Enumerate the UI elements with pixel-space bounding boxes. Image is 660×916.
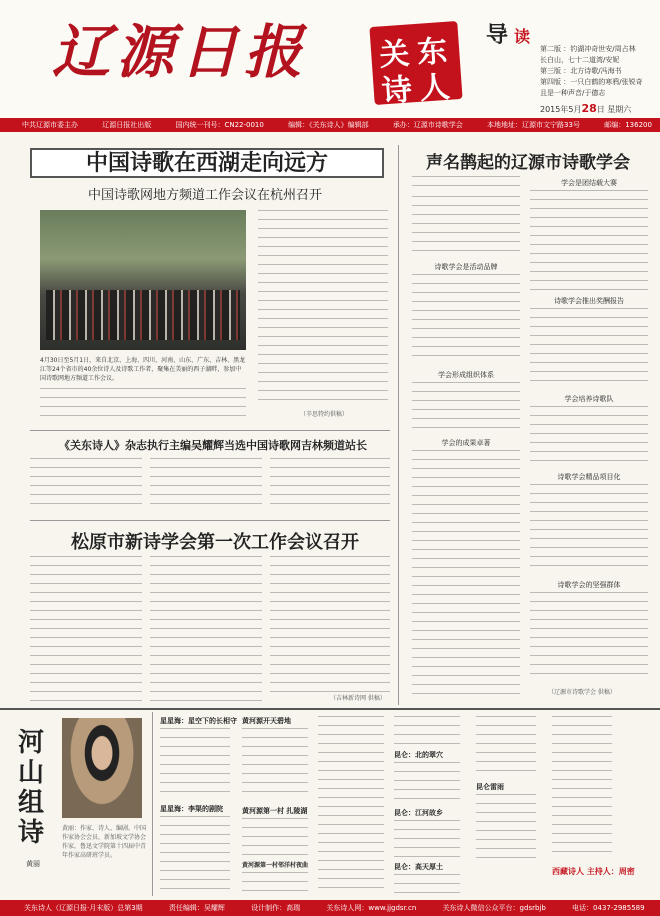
poetry-divider: [152, 712, 153, 896]
right-section-5: 学会培养诗歌队: [564, 395, 614, 403]
right-text: [412, 274, 520, 364]
info-editor: 编辑：《关东诗人》编辑部: [288, 121, 369, 129]
footer-wechat: 关东诗人微信公众平台：gdsrbjb: [442, 904, 546, 912]
seal-char-1: 关: [378, 36, 411, 74]
poem-text: [476, 716, 536, 776]
date-suffix: 日 星期六: [596, 105, 632, 114]
right-byline: （辽源市诗歌学会 供稿）: [548, 689, 616, 696]
guide-box: [484, 18, 656, 100]
right-text: [412, 382, 520, 432]
poem-title[interactable]: 黄河源第一村 扎陵湖: [242, 807, 308, 815]
footer-bar: [0, 900, 660, 916]
photo-people: [46, 290, 240, 340]
guide-list: [540, 44, 656, 99]
author-portrait: [62, 718, 142, 818]
poem-text: [160, 728, 230, 798]
supplement-seal: [369, 21, 462, 110]
poem-text: [476, 794, 536, 864]
newspaper-logo: 辽源日报: [52, 18, 309, 86]
seal-char-4: 人: [418, 69, 451, 107]
issue-date: [540, 102, 631, 115]
seal-char-3: 诗: [380, 72, 414, 110]
seal-char-2: 东: [416, 33, 449, 71]
story3-text: [150, 556, 262, 702]
poem-text: [394, 716, 460, 746]
footer-website[interactable]: 关东诗人网：www.jjgdsr.cn: [326, 904, 417, 912]
poetry-title: 河山组诗: [18, 728, 45, 848]
guide-item[interactable]: 第三版 ：北方诗歌/冯海书: [540, 67, 622, 75]
info-postcode: 邮编：136200: [604, 121, 652, 129]
poem-title[interactable]: 昆仑：高天厚土: [394, 863, 443, 871]
right-text: [530, 190, 648, 290]
group-photo: [40, 210, 246, 350]
poetry-author: 黄丽: [26, 860, 40, 868]
story3-text: [270, 556, 390, 692]
lead-text-col1: [40, 388, 246, 424]
story2-text: [150, 458, 262, 512]
poem-title[interactable]: 星星海：星空下的长相守: [160, 717, 237, 725]
right-text: [530, 308, 648, 388]
poem-title[interactable]: 星星海：李渠的剧院: [160, 805, 223, 813]
right-text: [412, 576, 520, 696]
author-bio: 黄丽：作家、诗人、编剧。中国作家协会会员，新加坡文学协会作家，鲁迅文学院第十四届中青年作家高研班学员。: [62, 825, 147, 859]
guide-item[interactable]: 且是一种声音/于德志: [540, 89, 606, 97]
story3-headline[interactable]: 松原市新诗学会第一次工作会议召开: [71, 532, 359, 553]
lead-headline[interactable]: 中国诗歌在西湖走向远方: [30, 148, 384, 178]
lead-text-col2: [258, 210, 388, 406]
poem-text: [242, 728, 308, 800]
right-section-2: 诗歌学会是活动品牌: [434, 263, 498, 271]
story2-text: [30, 458, 142, 512]
column-divider: [398, 145, 399, 705]
footer-design: 设计制作：高瑞: [251, 904, 301, 912]
right-text: [530, 406, 648, 466]
lead-byline: （辛思特约供稿）: [300, 411, 349, 418]
right-section-7: 诗歌学会精品项目化: [557, 473, 621, 481]
info-publisher: 中共辽源市委主办: [22, 121, 78, 129]
poetry-divider: [0, 708, 660, 710]
poem-text: [318, 716, 384, 894]
right-section-8: 诗歌学会的坚强群体: [557, 581, 621, 589]
right-text: [530, 592, 648, 682]
poem-title[interactable]: 黄河源第一村邻洋村夜曲: [242, 862, 309, 869]
story3-byline: （吉林新诗网 供稿）: [330, 695, 386, 702]
right-section-4: 学会形成组织体系: [438, 371, 494, 379]
poem-text: [160, 816, 230, 894]
info-issn: 国内统一刊号：CN22-0010: [175, 121, 264, 129]
right-section-1: 学会是团结载大赛: [561, 179, 617, 187]
info-bar: [0, 118, 660, 132]
poem-title[interactable]: 昆仑：江河故乡: [394, 809, 443, 817]
right-text: [412, 450, 520, 570]
poem-text: [552, 716, 612, 856]
section-divider: [30, 430, 390, 431]
info-press: 辽源日报社出版: [102, 121, 152, 129]
guide-title: 导: [486, 23, 509, 48]
poem-title[interactable]: 黄河源开天碧地: [242, 717, 291, 725]
poem-text: [394, 874, 460, 894]
date-prefix: 2015年5月: [540, 105, 582, 114]
lead-subtitle: 中国诗歌网地方频道工作会议在杭州召开: [87, 188, 322, 203]
footer-phone: 电话：0437-2985589: [572, 904, 645, 912]
story2-headline[interactable]: 《关东诗人》杂志执行主编吴耀辉当选中国诗歌网吉林频道站长: [59, 439, 367, 452]
right-section-6: 学会的成果卓著: [441, 439, 491, 447]
poem-text: [242, 872, 308, 894]
guide-subtitle: 读: [514, 27, 531, 46]
poem-text: [394, 762, 460, 802]
right-headline[interactable]: 声名鹊起的辽源市诗歌学会: [426, 153, 630, 173]
right-text: [412, 176, 520, 190]
right-text: [412, 196, 520, 256]
poem-text: [242, 818, 308, 856]
date-day: 28: [581, 102, 597, 115]
footer-issue: 关东诗人（辽源日报·月末版）总第3期: [24, 904, 143, 912]
poem-title[interactable]: 昆仑雷雨: [476, 783, 504, 791]
footer-editor: 责任编辑：吴耀辉: [168, 904, 225, 912]
story2-text: [270, 458, 390, 512]
story3-text: [30, 556, 142, 702]
right-section-3: 诗歌学会推出奖酬报告: [554, 297, 624, 305]
guide-item[interactable]: 第二版 ：钓湖冲奇世安/周占林: [540, 45, 636, 53]
guide-item[interactable]: 第四版 ：一只白鹤的寒鸦/张锐奇: [540, 78, 643, 86]
host-seal: 西藏诗人 主持人：周密: [552, 867, 635, 876]
info-address: 本地地址：辽源市文宁路33号: [487, 121, 580, 129]
section-divider: [30, 520, 390, 521]
photo-caption: 4月30日至5月1日，来自北京、上海、四川、河南、山东、广东、吉林、黑龙江等24个省市的40余位诗人及诗歌工作者，聚集在美丽的西子湖畔，参加中国诗歌网地方频道工作会议。: [40, 357, 246, 382]
info-organizer: 承办：辽源市诗歌学会: [392, 121, 463, 129]
right-text: [530, 484, 648, 574]
poem-text: [394, 820, 460, 858]
guide-item[interactable]: 长白山，七十二道湾/安妮: [540, 56, 620, 64]
poem-title[interactable]: 昆仑：北的翠穴: [394, 751, 443, 759]
